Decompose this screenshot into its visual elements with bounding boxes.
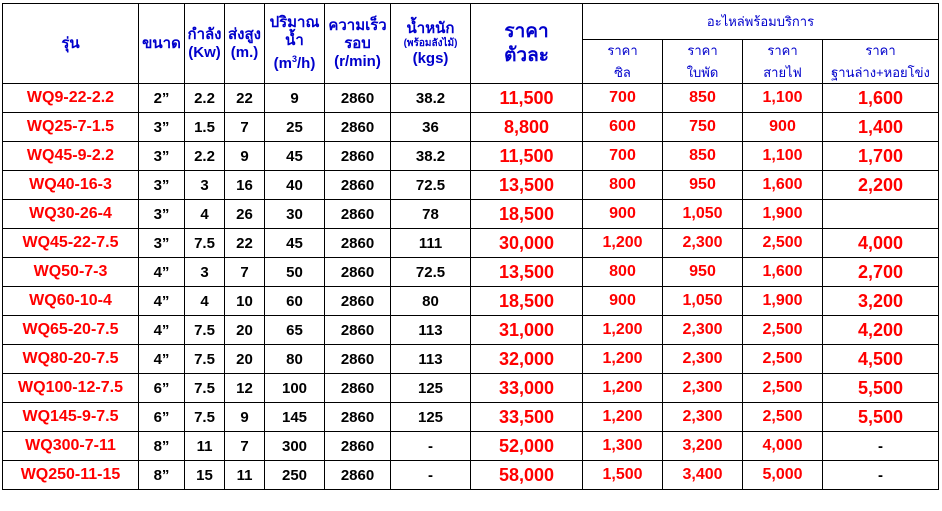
cell-price: 33,000 [471, 374, 583, 403]
cell-base: 5,500 [823, 403, 939, 432]
cell-flow: 60 [265, 287, 325, 316]
cell-weight: 113 [391, 316, 471, 345]
cell-rpm: 2860 [325, 345, 391, 374]
cell-impeller: 2,300 [663, 229, 743, 258]
head-line2: (m.) [230, 43, 259, 61]
col-head-header [225, 4, 265, 84]
cell-price: 52,000 [471, 432, 583, 461]
speed-line1: ความเร็ว [328, 16, 387, 34]
cell-model: WQ40-16-3 [3, 171, 139, 200]
table-row [3, 461, 939, 490]
cell-seal: 700 [583, 84, 663, 113]
cell-head: 20 [225, 316, 265, 345]
col-speed-header [325, 4, 391, 84]
cell-impeller: 950 [663, 171, 743, 200]
cell-base: 2,200 [823, 171, 939, 200]
cell-cable: 5,000 [743, 461, 823, 490]
cell-kw: 15 [185, 461, 225, 490]
cell-rpm: 2860 [325, 316, 391, 345]
table-row [3, 287, 939, 316]
cell-size: 2” [139, 84, 185, 113]
cell-rpm: 2860 [325, 171, 391, 200]
col-cable-header: ราคา สายไฟ [743, 40, 823, 84]
cell-flow: 9 [265, 84, 325, 113]
cell-kw: 2.2 [185, 84, 225, 113]
table-row [3, 403, 939, 432]
cell-size: 3” [139, 113, 185, 142]
cell-weight: 125 [391, 374, 471, 403]
table-row [3, 84, 939, 113]
cell-flow: 145 [265, 403, 325, 432]
cell-model: WQ9-22-2.2 [3, 84, 139, 113]
cell-weight: 38.2 [391, 142, 471, 171]
cell-kw: 3 [185, 171, 225, 200]
cell-flow: 45 [265, 142, 325, 171]
cell-base: 2,700 [823, 258, 939, 287]
cell-size: 3” [139, 200, 185, 229]
head-line1: ส่งสูง [228, 25, 261, 43]
cell-model: WQ250-11-15 [3, 461, 139, 490]
cell-cable: 4,000 [743, 432, 823, 461]
weight-line2: (พร้อมลังไม้) [403, 37, 458, 49]
cell-base: 5,500 [823, 374, 939, 403]
cell-model: WQ25-7-1.5 [3, 113, 139, 142]
cell-weight: - [391, 432, 471, 461]
cell-price: 33,500 [471, 403, 583, 432]
cell-seal: 1,500 [583, 461, 663, 490]
cell-kw: 4 [185, 287, 225, 316]
col-flow-header [265, 4, 325, 84]
cell-base: 1,400 [823, 113, 939, 142]
cell-head: 22 [225, 229, 265, 258]
cell-base: 1,700 [823, 142, 939, 171]
cell-kw: 7.5 [185, 345, 225, 374]
table-row [3, 316, 939, 345]
cell-cable: 2,500 [743, 403, 823, 432]
cell-kw: 7.5 [185, 229, 225, 258]
cell-flow: 65 [265, 316, 325, 345]
cell-price: 18,500 [471, 200, 583, 229]
cell-impeller: 3,400 [663, 461, 743, 490]
cell-size: 8” [139, 461, 185, 490]
cell-size: 8” [139, 432, 185, 461]
cell-base: - [823, 461, 939, 490]
col-size-header: ขนาด [139, 4, 185, 84]
cell-head: 16 [225, 171, 265, 200]
cell-price: 11,500 [471, 142, 583, 171]
cell-cable: 2,500 [743, 374, 823, 403]
table-row [3, 171, 939, 200]
cell-price: 18,500 [471, 287, 583, 316]
cell-weight: 111 [391, 229, 471, 258]
cell-seal: 1,200 [583, 316, 663, 345]
cell-price: 8,800 [471, 113, 583, 142]
cell-head: 20 [225, 345, 265, 374]
cell-size: 4” [139, 316, 185, 345]
cell-flow: 40 [265, 171, 325, 200]
cell-rpm: 2860 [325, 403, 391, 432]
cell-model: WQ100-12-7.5 [3, 374, 139, 403]
flow-unit: $(m^3/h)$ [273, 54, 316, 72]
col-model-header: รุ่น [3, 4, 139, 84]
cell-weight: 72.5 [391, 171, 471, 200]
cell-model: WQ145-9-7.5 [3, 403, 139, 432]
cell-size: 6” [139, 374, 185, 403]
cell-kw: 4 [185, 200, 225, 229]
cell-flow: 100 [265, 374, 325, 403]
cell-seal: 1,200 [583, 374, 663, 403]
cell-rpm: 2860 [325, 84, 391, 113]
cell-impeller: 2,300 [663, 316, 743, 345]
cell-head: 22 [225, 84, 265, 113]
cell-seal: 1,200 [583, 229, 663, 258]
cell-price: 30,000 [471, 229, 583, 258]
cell-size: 3” [139, 229, 185, 258]
cell-base: 4,500 [823, 345, 939, 374]
cell-head: 12 [225, 374, 265, 403]
cell-head: 11 [225, 461, 265, 490]
cell-size: 4” [139, 287, 185, 316]
cell-model: WQ50-7-3 [3, 258, 139, 287]
cell-seal: 1,200 [583, 403, 663, 432]
cell-size: 3” [139, 142, 185, 171]
cell-seal: 1,300 [583, 432, 663, 461]
cell-cable: 1,600 [743, 258, 823, 287]
cell-cable: 2,500 [743, 316, 823, 345]
cell-rpm: 2860 [325, 200, 391, 229]
cell-impeller: 850 [663, 84, 743, 113]
cell-seal: 1,200 [583, 345, 663, 374]
cell-rpm: 2860 [325, 461, 391, 490]
price-table [2, 3, 939, 490]
cell-flow: 45 [265, 229, 325, 258]
cell-weight: 125 [391, 403, 471, 432]
cell-cable: 1,100 [743, 84, 823, 113]
cell-flow: 25 [265, 113, 325, 142]
cell-price: 13,500 [471, 171, 583, 200]
cell-base: 4,200 [823, 316, 939, 345]
cell-price: 58,000 [471, 461, 583, 490]
power-line1: กำลัง [187, 25, 222, 43]
cell-price: 13,500 [471, 258, 583, 287]
cell-rpm: 2860 [325, 374, 391, 403]
cell-rpm: 2860 [325, 229, 391, 258]
cell-head: 10 [225, 287, 265, 316]
cell-cable: 1,900 [743, 200, 823, 229]
cell-model: WQ45-22-7.5 [3, 229, 139, 258]
speed-line3: (r/min) [334, 52, 381, 70]
cell-price: 32,000 [471, 345, 583, 374]
cell-size: 4” [139, 258, 185, 287]
cell-head: 26 [225, 200, 265, 229]
cell-flow: 300 [265, 432, 325, 461]
cell-flow: 250 [265, 461, 325, 490]
table-row [3, 374, 939, 403]
col-power-header [185, 4, 225, 84]
cell-weight: 78 [391, 200, 471, 229]
cell-impeller: 1,050 [663, 200, 743, 229]
cell-model: WQ65-20-7.5 [3, 316, 139, 345]
cell-flow: 50 [265, 258, 325, 287]
cell-kw: 2.2 [185, 142, 225, 171]
power-line2: (Kw) [188, 43, 221, 61]
cell-size: 6” [139, 403, 185, 432]
col-weight-header [391, 4, 471, 84]
cell-seal: 800 [583, 171, 663, 200]
header-row-1 [3, 4, 939, 40]
table-row [3, 229, 939, 258]
cell-kw: 1.5 [185, 113, 225, 142]
cell-kw: 11 [185, 432, 225, 461]
price-line1: ราคา [504, 20, 549, 42]
cell-size: 4” [139, 345, 185, 374]
cell-rpm: 2860 [325, 258, 391, 287]
cell-price: 31,000 [471, 316, 583, 345]
cell-weight: 113 [391, 345, 471, 374]
table-row [3, 113, 939, 142]
cell-cable: 1,600 [743, 171, 823, 200]
weight-line1: น้ำหนัก [406, 19, 455, 37]
cell-seal: 800 [583, 258, 663, 287]
cell-model: WQ60-10-4 [3, 287, 139, 316]
cell-head: 7 [225, 113, 265, 142]
cell-model: WQ300-7-11 [3, 432, 139, 461]
cell-cable: 2,500 [743, 345, 823, 374]
parts-group-header: อะไหล่พร้อมบริการ [583, 4, 939, 40]
cell-weight: 72.5 [391, 258, 471, 287]
cell-size: 3” [139, 171, 185, 200]
cell-weight: 38.2 [391, 84, 471, 113]
cell-flow: 30 [265, 200, 325, 229]
cell-seal: 700 [583, 142, 663, 171]
cell-flow: 80 [265, 345, 325, 374]
cell-kw: 3 [185, 258, 225, 287]
col-price-header [471, 4, 583, 84]
cell-cable: 2,500 [743, 229, 823, 258]
cell-model: WQ30-26-4 [3, 200, 139, 229]
cell-base: 1,600 [823, 84, 939, 113]
weight-line3: (kgs) [412, 49, 449, 67]
flow-line2: น้ำ [285, 32, 304, 49]
cell-base [823, 200, 939, 229]
cell-kw: 7.5 [185, 374, 225, 403]
cell-rpm: 2860 [325, 432, 391, 461]
cell-cable: 900 [743, 113, 823, 142]
cell-impeller: 2,300 [663, 403, 743, 432]
cell-rpm: 2860 [325, 142, 391, 171]
cell-weight: - [391, 461, 471, 490]
cell-model: WQ45-9-2.2 [3, 142, 139, 171]
table-row [3, 200, 939, 229]
cell-base: 3,200 [823, 287, 939, 316]
col-impeller-header: ราคา ใบพัด [663, 40, 743, 84]
cell-weight: 80 [391, 287, 471, 316]
table-row [3, 258, 939, 287]
col-base-header: ราคา ฐานล่าง+หอยโข่ง [823, 40, 939, 84]
cell-impeller: 950 [663, 258, 743, 287]
cell-seal: 600 [583, 113, 663, 142]
cell-base: 4,000 [823, 229, 939, 258]
table-body [3, 84, 939, 490]
cell-head: 7 [225, 258, 265, 287]
col-seal-header: ราคา ซิล [583, 40, 663, 84]
cell-price: 11,500 [471, 84, 583, 113]
cell-impeller: 2,300 [663, 345, 743, 374]
cell-impeller: 3,200 [663, 432, 743, 461]
cell-cable: 1,900 [743, 287, 823, 316]
cell-cable: 1,100 [743, 142, 823, 171]
cell-kw: 7.5 [185, 403, 225, 432]
cell-impeller: 850 [663, 142, 743, 171]
cell-rpm: 2860 [325, 113, 391, 142]
cell-head: 9 [225, 142, 265, 171]
cell-weight: 36 [391, 113, 471, 142]
cell-model: WQ80-20-7.5 [3, 345, 139, 374]
table-row [3, 432, 939, 461]
cell-base: - [823, 432, 939, 461]
cell-seal: 900 [583, 200, 663, 229]
cell-head: 7 [225, 432, 265, 461]
speed-line2: รอบ [344, 34, 371, 52]
cell-head: 9 [225, 403, 265, 432]
cell-seal: 900 [583, 287, 663, 316]
cell-impeller: 2,300 [663, 374, 743, 403]
flow-line1: ปริมาณ [269, 14, 320, 31]
cell-impeller: 1,050 [663, 287, 743, 316]
cell-impeller: 750 [663, 113, 743, 142]
table-row [3, 345, 939, 374]
price-line2: ตัวละ [504, 44, 549, 66]
table-row [3, 142, 939, 171]
cell-rpm: 2860 [325, 287, 391, 316]
cell-kw: 7.5 [185, 316, 225, 345]
